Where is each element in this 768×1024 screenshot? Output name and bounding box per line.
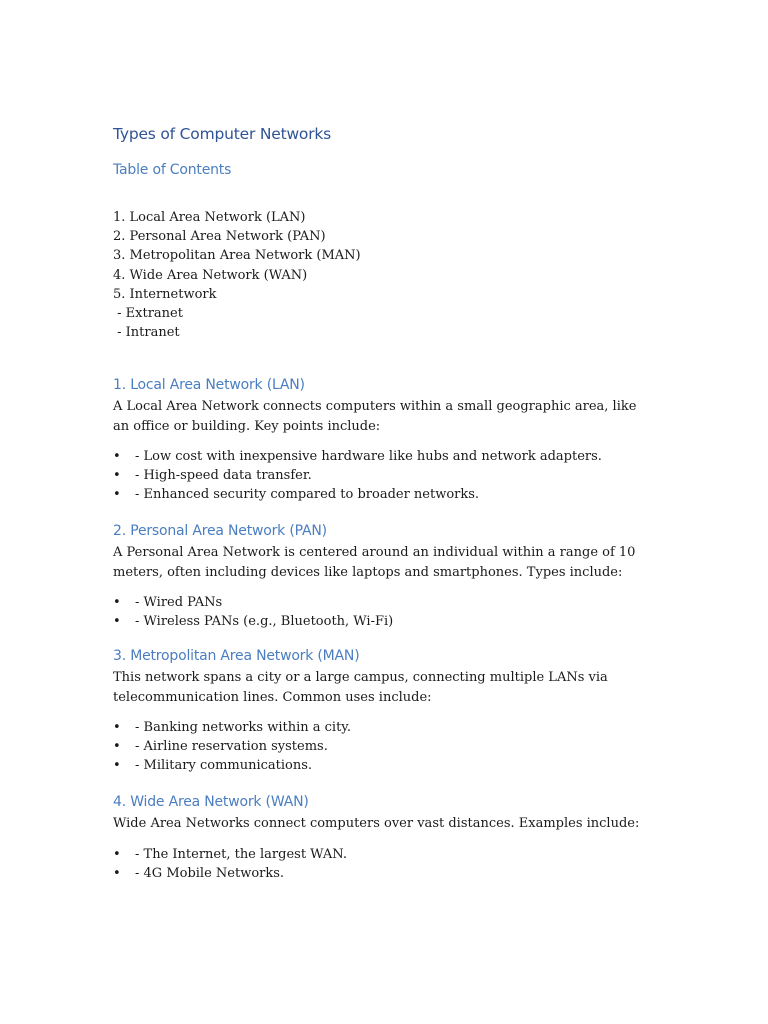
bullet-icon: •	[113, 595, 121, 610]
toc-item: 4. Wide Area Network (WAN)	[113, 267, 308, 283]
list-item-text: - 4G Mobile Networks.	[135, 865, 285, 881]
list-item-text: - Wireless PANs (e.g., Bluetooth, Wi-Fi)	[135, 614, 394, 630]
list-item	[113, 845, 653, 864]
table-of-contents	[113, 208, 361, 342]
bullet-icon: •	[113, 865, 121, 881]
list-item	[113, 447, 653, 466]
bullet-list	[113, 718, 653, 776]
section-body: A Personal Area Network is centered around an individual within a range of 10 meters, often including devices like laptops and smartphones. Types include:	[113, 545, 636, 580]
list-item	[113, 718, 653, 737]
section-heading: 3. Metropolitan Area Network (MAN)	[113, 648, 360, 664]
toc-item: - Intranet	[113, 325, 180, 341]
list-item-text: - High-speed data transfer.	[135, 468, 312, 484]
section-pan	[113, 521, 653, 631]
list-item-text: - Banking networks within a city.	[135, 720, 352, 735]
bullet-list	[113, 593, 653, 631]
section-body: This network spans a city or a large campus, connecting multiple LANs via telecommunication lines. Common uses include:	[113, 670, 608, 705]
section-body: Wide Area Networks connect computers over vast distances. Examples include:	[113, 816, 640, 831]
section-heading: 1. Local Area Network (LAN)	[113, 377, 305, 393]
list-item	[113, 612, 653, 631]
list-item	[113, 737, 653, 756]
list-item-text: - Military communications.	[135, 758, 313, 774]
bullet-icon: •	[113, 739, 121, 755]
bullet-icon: •	[113, 614, 121, 630]
list-item	[113, 485, 653, 504]
toc-item: - Extranet	[113, 306, 183, 322]
section-wan	[113, 792, 653, 883]
bullet-icon: •	[113, 846, 121, 862]
section-man	[113, 646, 653, 776]
toc-item: 5. Internetwork	[113, 286, 217, 302]
section-heading: 2. Personal Area Network (PAN)	[113, 523, 327, 539]
list-item-text: - Airline reservation systems.	[135, 739, 328, 755]
bullet-list	[113, 447, 653, 505]
document-title: Types of Computer Networks	[113, 125, 332, 143]
list-item	[113, 756, 653, 775]
section-body: A Local Area Network connects computers within a small geographic area, like an office or building. Key points include:	[113, 399, 637, 434]
toc-item: 1. Local Area Network (LAN)	[113, 210, 306, 225]
bullet-icon: •	[113, 758, 121, 774]
list-item	[113, 593, 653, 612]
bullet-icon: •	[113, 468, 121, 484]
bullet-icon: •	[113, 720, 121, 735]
bullet-icon: •	[113, 487, 121, 503]
toc-item: 2. Personal Area Network (PAN)	[113, 229, 326, 245]
list-item	[113, 864, 653, 883]
toc-heading: Table of Contents	[113, 162, 232, 178]
section-heading: 4. Wide Area Network (WAN)	[113, 794, 309, 810]
list-item-text: - Enhanced security compared to broader networks.	[135, 487, 480, 503]
bullet-list	[113, 845, 653, 883]
bullet-icon: •	[113, 449, 121, 464]
list-item-text: - Wired PANs	[135, 595, 223, 610]
list-item	[113, 466, 653, 485]
list-item-text: - The Internet, the largest WAN.	[135, 846, 347, 862]
section-lan	[113, 375, 653, 505]
list-item-text: - Low cost with inexpensive hardware like hubs and network adapters.	[135, 449, 602, 464]
toc-item: 3. Metropolitan Area Network (MAN)	[113, 248, 361, 264]
